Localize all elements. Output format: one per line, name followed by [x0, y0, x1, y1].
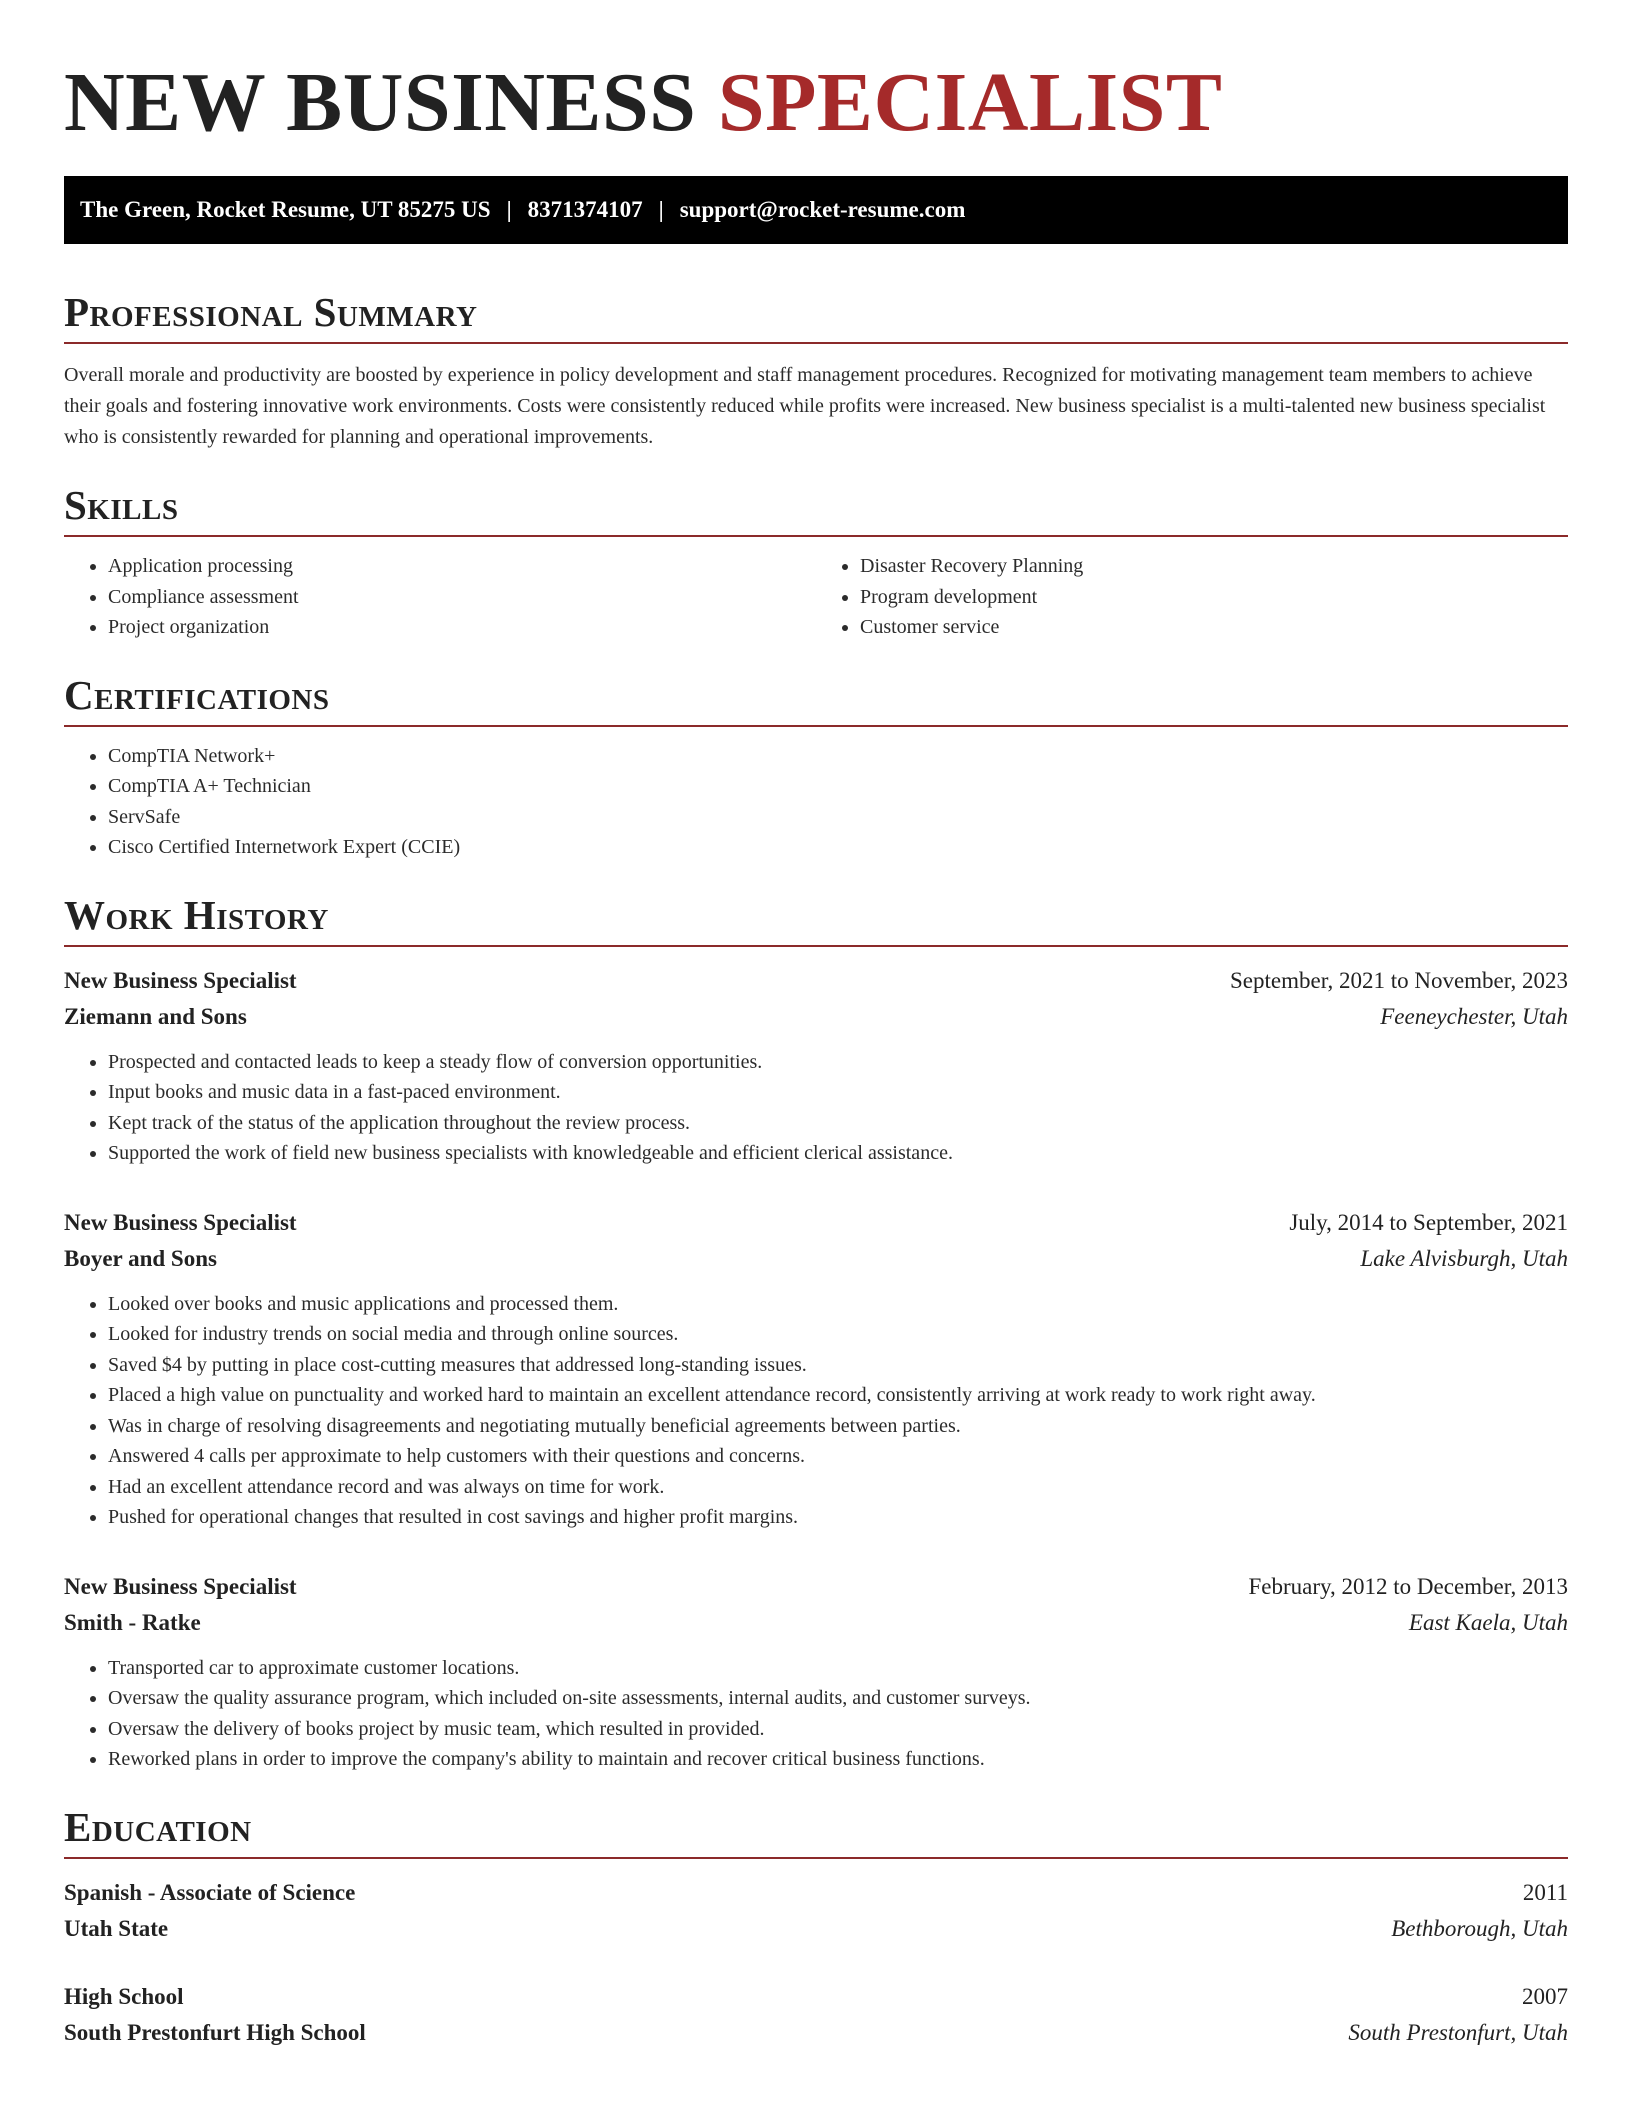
- certifications-heading: Certifications: [64, 671, 1568, 727]
- contact-separator: |: [658, 197, 664, 222]
- job-title: New Business Specialist: [64, 967, 297, 993]
- job-dates: September, 2021 to November, 2023: [1230, 967, 1568, 993]
- job-company: Smith - Ratke: [64, 1609, 201, 1635]
- skill-item: • Program development: [860, 582, 1568, 613]
- job-duty: • Oversaw the delivery of books project by music team, which resulted in provided.: [108, 1714, 1568, 1745]
- job-duty: • Input books and music data in a fast-paced environment.: [108, 1077, 1568, 1108]
- certification-item: • Cisco Certified Internetwork Expert (CCIE): [108, 832, 1568, 863]
- education-school: Utah State: [64, 1915, 169, 1941]
- job-header-row: [64, 1569, 1568, 1605]
- skills-list-right: [816, 551, 1568, 643]
- certification-item: • CompTIA Network+: [108, 741, 1568, 772]
- skills-list-left: [64, 551, 816, 643]
- education-school-row: [64, 2015, 1568, 2051]
- job-entry: [64, 1569, 1568, 1775]
- education-school-row: [64, 1911, 1568, 1947]
- summary-section: [64, 288, 1568, 453]
- skill-item: • Disaster Recovery Planning: [860, 551, 1568, 582]
- job-company-row: [64, 1605, 1568, 1641]
- contact-email[interactable]: support@rocket-resume.com: [679, 197, 966, 222]
- job-duties-list: [64, 1047, 1568, 1169]
- work-history-section: [64, 891, 1568, 1775]
- education-degree: High School: [64, 1983, 184, 2009]
- skill-item: • Application processing: [108, 551, 816, 582]
- job-entry: [64, 1205, 1568, 1533]
- job-entry: [64, 963, 1568, 1169]
- certifications-section: [64, 671, 1568, 863]
- summary-text: Overall morale and productivity are boosted by experience in policy development and staff management procedures. Recognized for motivating management team members to achieve their goals and fostering innovative work environments. Costs were consistently reduced while profits were increased. New business specialist is a multi-talented new business specialist who is consistently rewarded for planning and operational improvements.: [64, 364, 1546, 448]
- skills-heading: Skills: [64, 481, 1568, 537]
- education-location: Bethborough, Utah: [1391, 1915, 1568, 1941]
- job-duty: • Prospected and contacted leads to keep a steady flow of conversion opportunities.: [108, 1047, 1568, 1078]
- education-year: 2007: [1522, 1983, 1568, 2009]
- job-duty: • Oversaw the quality assurance program, which included on-site assessments, internal audits, and customer surveys.: [108, 1683, 1568, 1714]
- job-company: Boyer and Sons: [64, 1245, 217, 1271]
- skills-grid: [64, 537, 1568, 643]
- skill-item: • Compliance assessment: [108, 582, 816, 613]
- job-dates: February, 2012 to December, 2013: [1248, 1573, 1568, 1599]
- skill-item: • Customer service: [860, 612, 1568, 643]
- job-duty: • Placed a high value on punctuality and worked hard to maintain an excellent attendance record, consistently arriving at work ready to work right away.: [108, 1380, 1568, 1411]
- education-location: South Prestonfurt, Utah: [1348, 2019, 1568, 2045]
- contact-address: The Green, Rocket Resume, UT 85275 US: [80, 197, 491, 222]
- job-duties-list: [64, 1653, 1568, 1775]
- title-accent: SPECIALIST: [717, 56, 1223, 149]
- job-location: East Kaela, Utah: [1408, 1609, 1568, 1635]
- skill-item: • Project organization: [108, 612, 816, 643]
- contact-bar: [64, 176, 1568, 244]
- job-location: Lake Alvisburgh, Utah: [1360, 1245, 1568, 1271]
- job-duty: • Had an excellent attendance record and was always on time for work.: [108, 1472, 1568, 1503]
- job-title: New Business Specialist: [64, 1573, 297, 1599]
- education-section: [64, 1803, 1568, 2051]
- skills-section: [64, 481, 1568, 643]
- job-company-row: [64, 999, 1568, 1035]
- job-company: Ziemann and Sons: [64, 1003, 247, 1029]
- job-dates: July, 2014 to September, 2021: [1289, 1209, 1568, 1235]
- job-duty: • Supported the work of field new business specialists with knowledgeable and efficient clerical assistance.: [108, 1138, 1568, 1169]
- education-degree: Spanish - Associate of Science: [64, 1879, 356, 1905]
- job-title: New Business Specialist: [64, 1209, 297, 1235]
- job-duty: • Reworked plans in order to improve the company's ability to maintain and recover critical business functions.: [108, 1744, 1568, 1775]
- certification-item: • ServSafe: [108, 802, 1568, 833]
- job-company-row: [64, 1241, 1568, 1277]
- summary-heading: Professional Summary: [64, 288, 1568, 344]
- job-header-row: [64, 1205, 1568, 1241]
- job-duty: • Answered 4 calls per approximate to help customers with their questions and concerns.: [108, 1441, 1568, 1472]
- resume-page: [64, 0, 1568, 2051]
- education-year: 2011: [1522, 1879, 1568, 1905]
- job-location: Feeneychester, Utah: [1380, 1003, 1568, 1029]
- education-entry: [64, 1979, 1568, 2051]
- education-entry: [64, 1875, 1568, 1947]
- work-history-heading: Work History: [64, 891, 1568, 947]
- certification-item: • CompTIA A+ Technician: [108, 771, 1568, 802]
- education-heading: Education: [64, 1803, 1568, 1859]
- education-degree-row: [64, 1979, 1568, 2015]
- job-duty: • Was in charge of resolving disagreements and negotiating mutually beneficial agreements between parties.: [108, 1411, 1568, 1442]
- certifications-list: [64, 741, 1568, 863]
- education-school: South Prestonfurt High School: [64, 2019, 366, 2045]
- job-duty: • Saved $4 by putting in place cost-cutting measures that addressed long-standing issues.: [108, 1350, 1568, 1381]
- job-duties-list: [64, 1289, 1568, 1533]
- job-header-row: [64, 963, 1568, 999]
- contact-separator: |: [506, 197, 512, 222]
- job-duty: • Pushed for operational changes that resulted in cost savings and higher profit margins.: [108, 1502, 1568, 1533]
- job-duty: • Looked over books and music applications and processed them.: [108, 1289, 1568, 1320]
- resume-title: [64, 56, 1568, 149]
- job-duty: • Looked for industry trends on social media and through online sources.: [108, 1319, 1568, 1350]
- job-duty: • Transported car to approximate customer locations.: [108, 1653, 1568, 1684]
- contact-phone[interactable]: 8371374107: [527, 197, 643, 222]
- title-main: NEW BUSINESS: [64, 56, 697, 149]
- education-degree-row: [64, 1875, 1568, 1911]
- job-duty: • Kept track of the status of the application throughout the review process.: [108, 1108, 1568, 1139]
